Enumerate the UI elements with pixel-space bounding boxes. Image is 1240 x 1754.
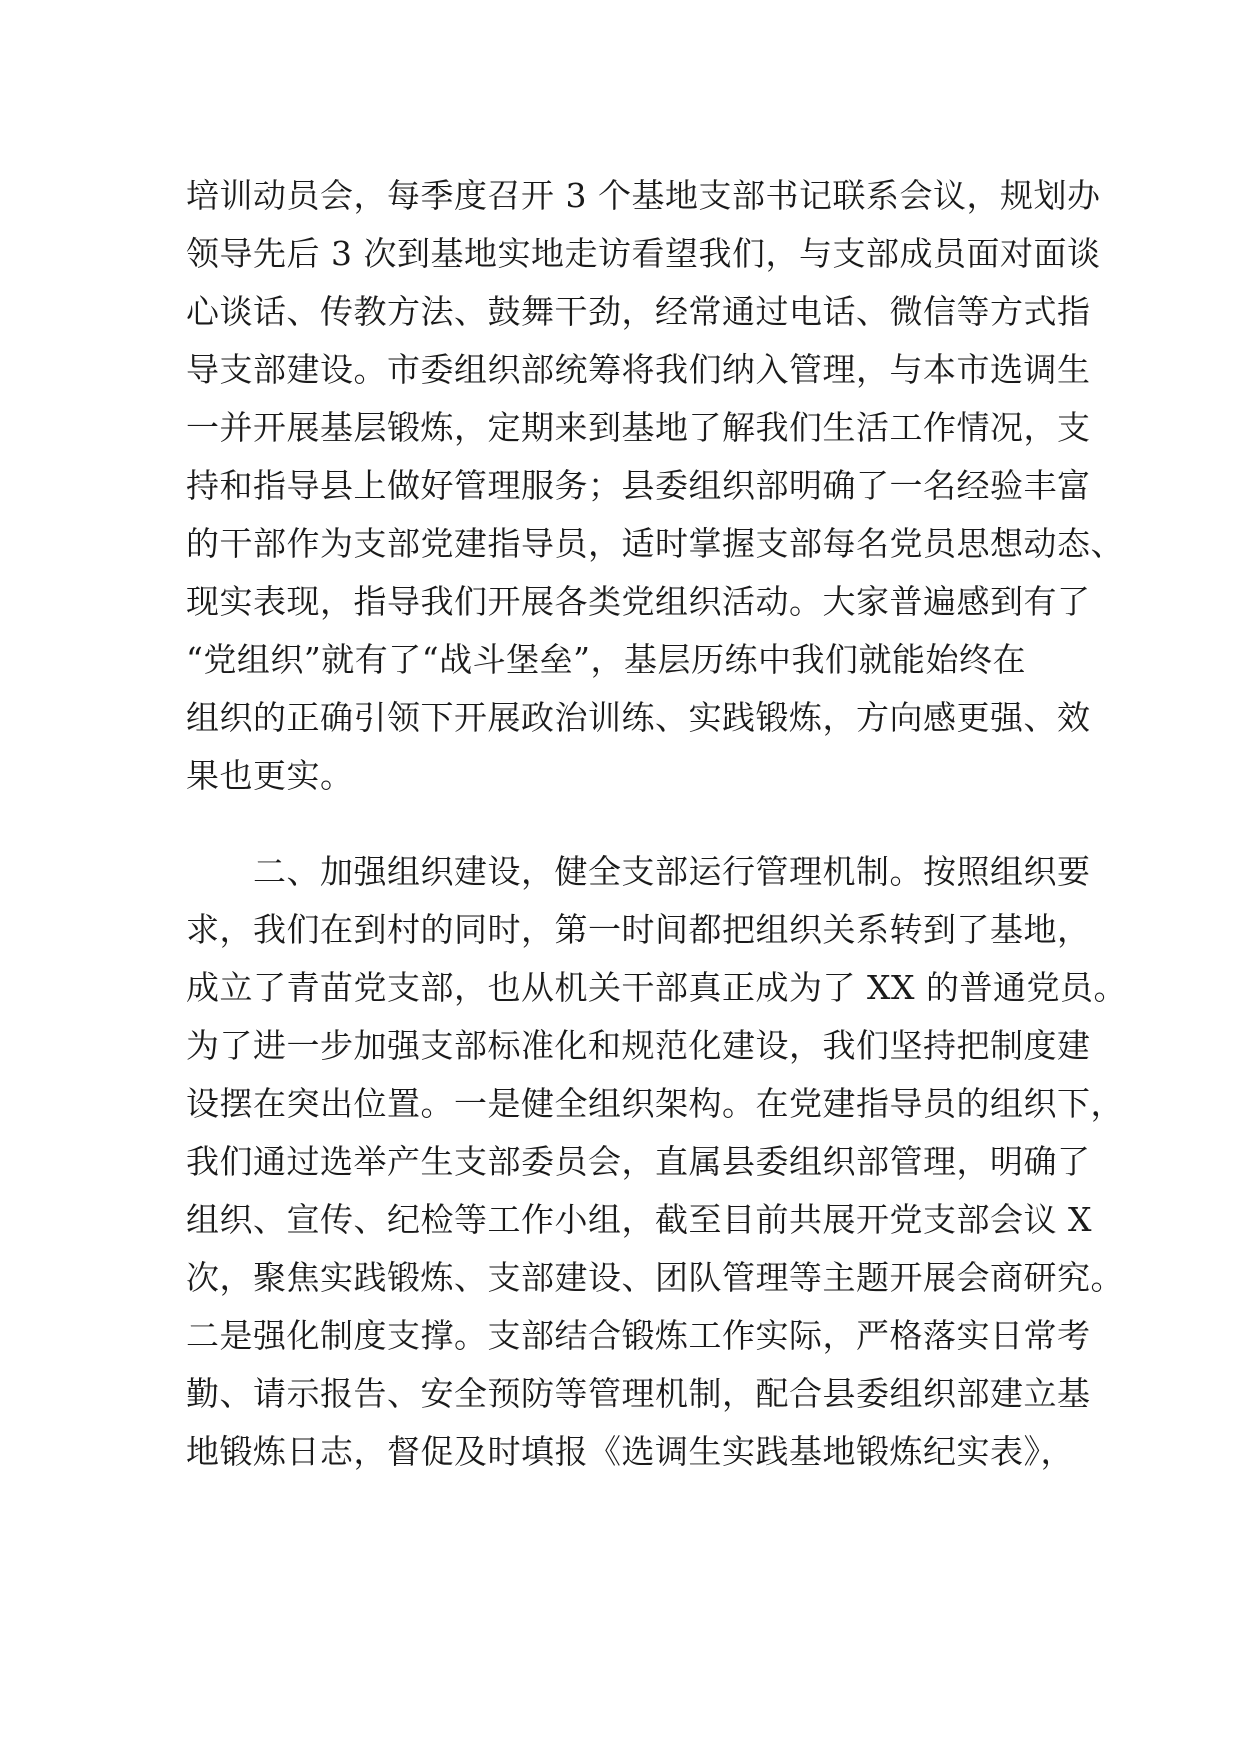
paragraph-line: 勤、请示报告、安全预防等管理机制，配合县委组织部建立基: [186, 1374, 1091, 1413]
paragraph-line: 心谈话、传教方法、鼓舞干劲，经常通过电话、微信等方式指: [186, 292, 1091, 331]
paragraph-line: 求，我们在到村的同时，第一时间都把组织关系转到了基地，: [186, 910, 1091, 949]
paragraph-line: 设摆在突出位置。一是健全组织架构。在党建指导员的组织下，: [186, 1084, 1124, 1123]
paragraph-line: 领导先后 3 次到基地实地走访看望我们，与支部成员面对面谈: [186, 234, 1101, 273]
paragraph-line: 现实表现，指导我们开展各类党组织活动。大家普遍感到有了: [186, 582, 1091, 621]
paragraph-line: 培训动员会，每季度召开 3 个基地支部书记联系会议，规划办: [186, 176, 1101, 215]
paragraph-line: 的干部作为支部党建指导员，适时掌握支部每名党员思想动态、: [186, 524, 1124, 563]
paragraph-line: 为了进一步加强支部标准化和规范化建设，我们坚持把制度建: [186, 1026, 1091, 1065]
paragraph-line: 果也更实。: [186, 756, 354, 795]
paragraph-line: 我们通过选举产生支部委员会，直属县委组织部管理，明确了: [186, 1142, 1091, 1181]
paragraph-line: 成立了青苗党支部，也从机关干部真正成为了 XX 的普通党员。: [186, 968, 1127, 1007]
paragraph-line: 地锻炼日志，督促及时填报《选调生实践基地锻炼纪实表》，: [186, 1432, 1074, 1471]
paragraph-line: 持和指导县上做好管理服务；县委组织部明确了一名经验丰富: [186, 466, 1091, 505]
paragraph-line: 组织的正确引领下开展政治训练、实践锻炼，方向感更强、效: [186, 698, 1091, 737]
paragraph-line: 导支部建设。市委组织部统筹将我们纳入管理，与本市选调生: [186, 350, 1091, 389]
paragraph-line: 一并开展基层锻炼，定期来到基地了解我们生活工作情况，支: [186, 408, 1091, 447]
paragraph-line: 次，聚焦实践锻炼、支部建设、团队管理等主题开展会商研究。: [186, 1258, 1124, 1297]
paragraph-line: 组织、宣传、纪检等工作小组，截至目前共展开党支部会议 X: [186, 1200, 1092, 1239]
paragraph-line: “党组织”就有了“战斗堡垒”，基层历练中我们就能始终在: [186, 640, 1026, 679]
paragraph-line: 二是强化制度支撑。支部结合锻炼工作实际，严格落实日常考: [186, 1316, 1091, 1355]
paragraph-line: 二、加强组织建设，健全支部运行管理机制。按照组织要: [186, 852, 1091, 891]
